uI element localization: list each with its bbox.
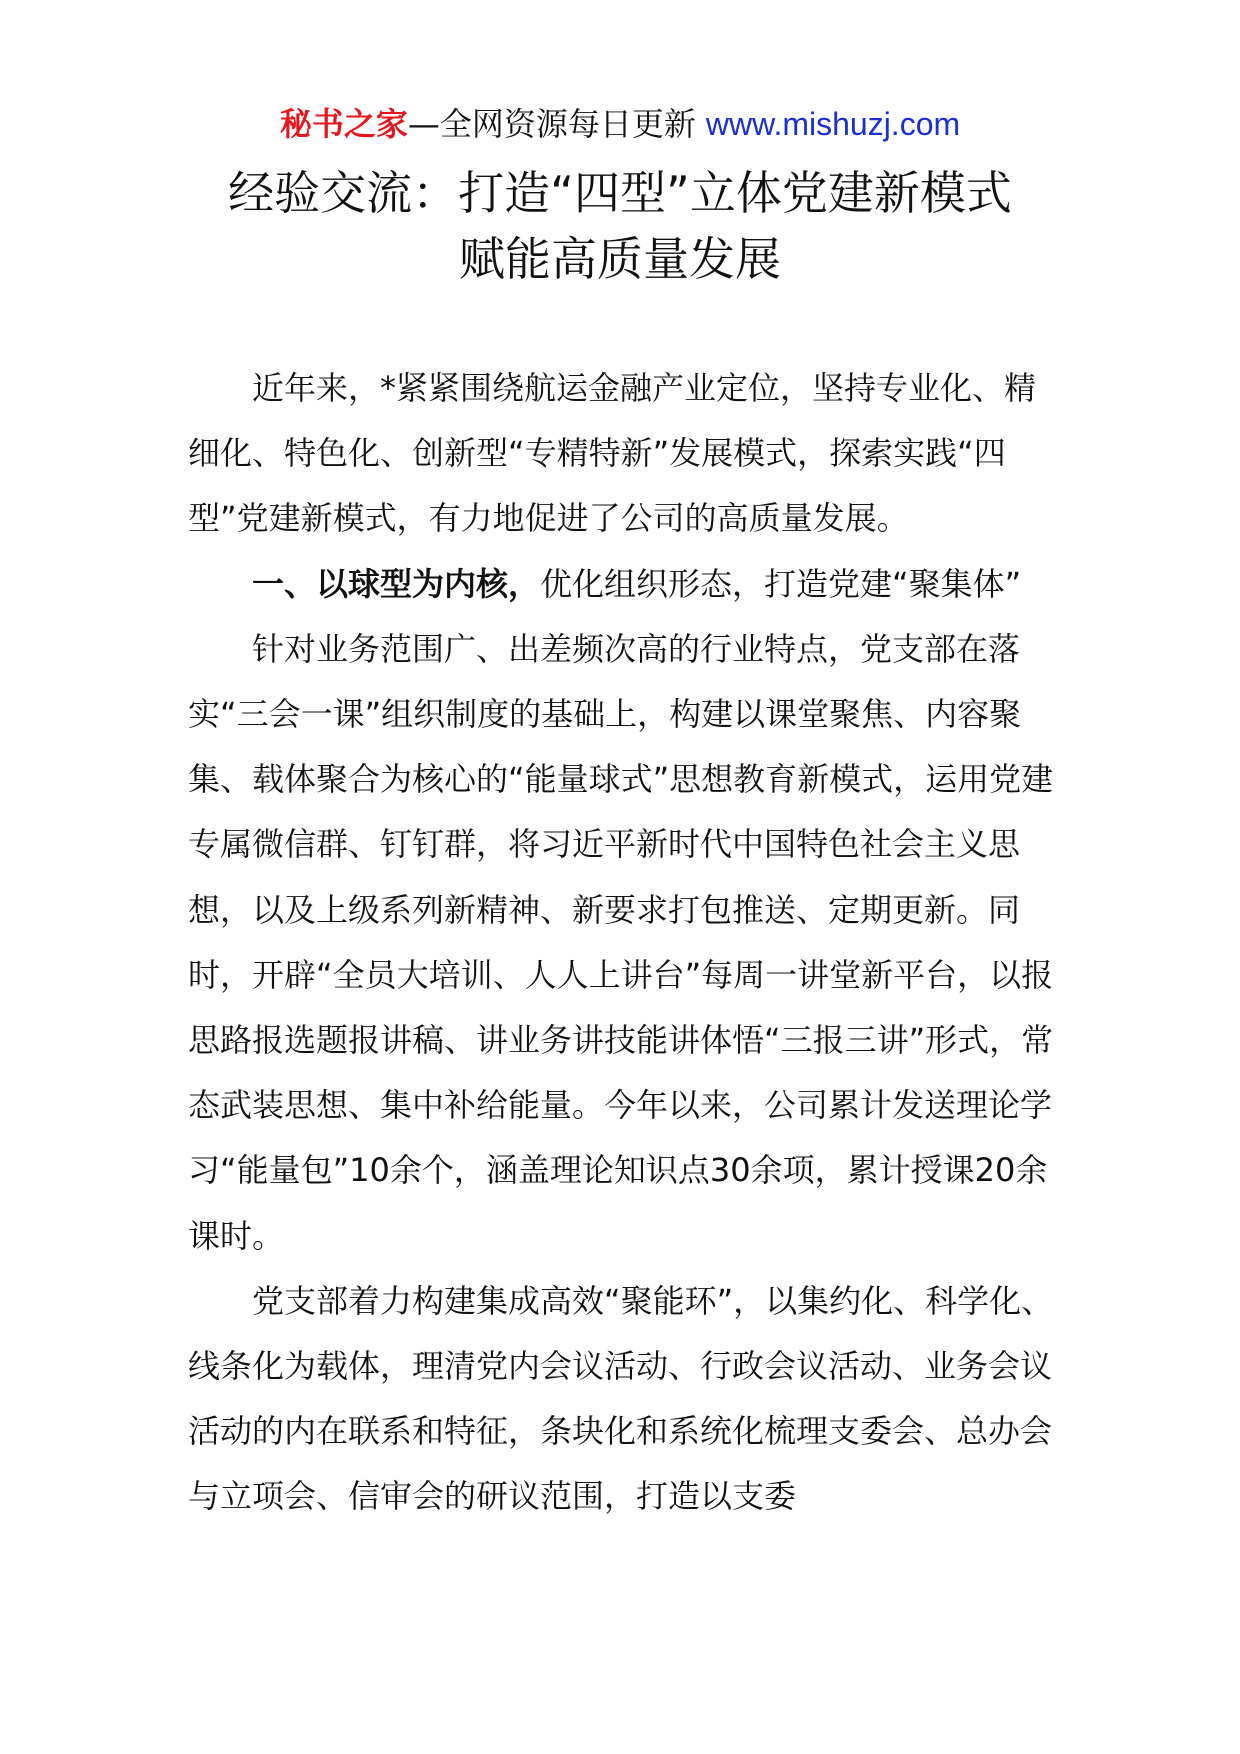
brand-name: 秘书之家: [279, 105, 408, 143]
title-line-1: 经验交流：打造“四型”立体党建新模式: [228, 166, 1012, 220]
site-tagline: —全网资源每日更新: [407, 105, 696, 143]
section-heading-rest: 优化组织形态，打造党建“聚集体”: [540, 564, 1022, 603]
section-heading: [188, 552, 1064, 617]
document-title: [0, 160, 1240, 292]
title-line-2: 赋能高质量发展: [459, 232, 781, 286]
document-body: [188, 356, 1064, 1530]
site-url-link[interactable]: www.mishuzj.com: [705, 106, 961, 142]
site-header: [0, 102, 1240, 146]
body-paragraph-2: 党支部着力构建集成高效“聚能环”，以集约化、科学化、线条化为载体，理清党内会议活动、行政会议活动、业务会议活动的内在联系和特征，条块化和系统化梳理支委会、总办会与立项会、信审会的研议范围，打造以支委: [188, 1281, 1054, 1516]
intro-paragraph: 近年来，*紧紧围绕航运金融产业定位，坚持专业化、精细化、特色化、创新型“专精特新”发展模式，探索实践“四型”党建新模式，有力地促进了公司的高质量发展。: [188, 369, 1037, 538]
section-heading-strong: 一、以球型为内核，: [252, 564, 541, 603]
body-paragraph-1: 针对业务范围广、出差频次高的行业特点，党支部在落实“三会一课”组织制度的基础上，构建以课堂聚焦、内容聚集、载体聚合为核心的“能量球式”思想教育新模式，运用党建专属微信群、钉钉群，将习近平新时代中国特色社会主义思想，以及上级系列新精神、新要求打包推送、定期更新。同时，开辟“全员大培训、人人上讲台”每周一讲堂新平台，以报思路报选题报讲稿、讲业务讲技能讲体悟“三报三讲”形式，常态武装思想、集中补给能量。今年以来，公司累计发送理论学习“能量包”10余个，涵盖理论知识点30余项，累计授课20余课时。: [188, 629, 1054, 1255]
